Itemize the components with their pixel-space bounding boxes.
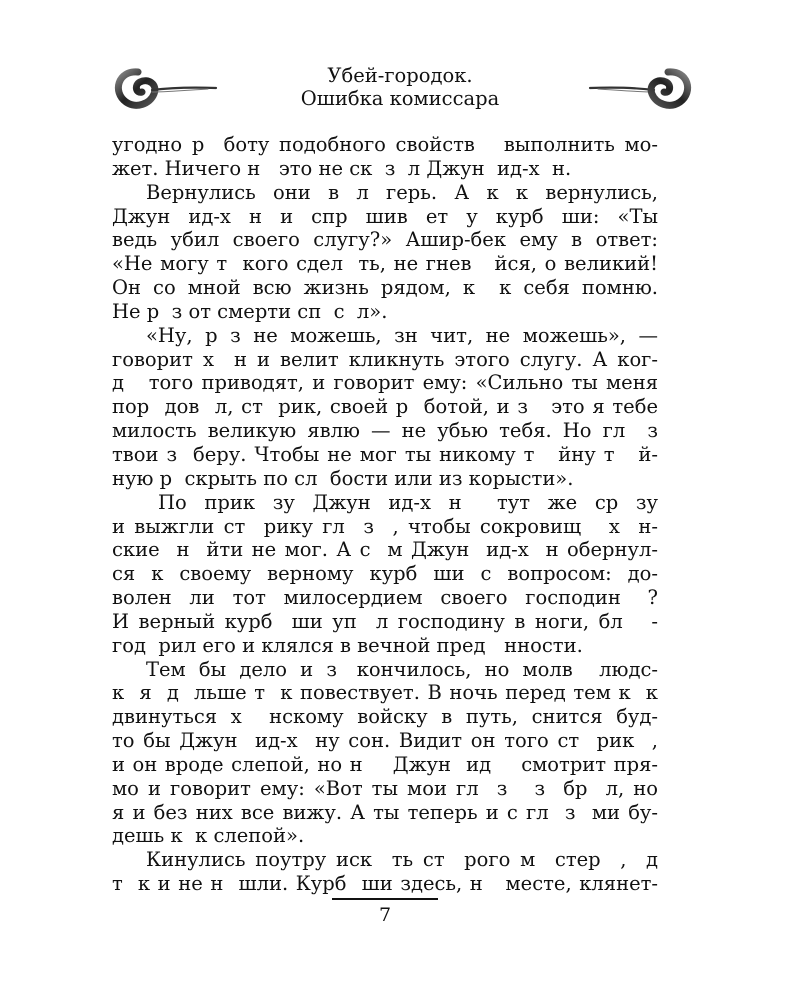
text-line: волен ли тот милосердием своего господин ? (112, 586, 658, 610)
text-line: «Не могу т кого сдел ть, не гнев йся, о великий! (112, 252, 658, 276)
running-title-line-2: Ошибка комиссара (300, 87, 500, 110)
text-line: И верный курб ши уп л господину в ноги, бл - (112, 609, 658, 633)
text-line: и выжгли ст рику гл з , чтобы сокровищ х н- (112, 514, 658, 538)
text-line: год рил его и клялся в вечной пред нности. (112, 633, 583, 657)
curl-ornament-icon (108, 64, 218, 112)
text-line: д того приводят, и говорит ему: «Сильно ты меня (112, 371, 658, 395)
text-line: Тем бы дело и з кончилось, но молв людс- (146, 657, 658, 681)
text-line: Кинулись поутру иск ть ст рого м стер , д (146, 848, 658, 872)
text-line: ведь убил своего слугу?» Ашир-бек ему в ответ: (112, 228, 658, 252)
text-line: ную р скрыть по сл бости или из корысти». (112, 466, 574, 490)
running-title-line-1: Убей-городок. (327, 64, 473, 87)
text-line: т к и не н шли. Курб ши здесь, н месте, клянет- (112, 872, 658, 896)
text-line: угодно р боту подобного свойств выполнить мо- (112, 133, 658, 156)
text-line: я и без них все вижу. А ты теперь и с гл з ми бу- (112, 800, 658, 824)
footer-rule (332, 898, 438, 900)
text-line: к я д льше т к повествует. В ночь перед тем к к (112, 681, 658, 705)
text-line: ся к своему верному курб ши с вопросом: до- (112, 562, 658, 586)
page-number: 7 (378, 904, 392, 926)
text-line: то бы Джун ид-х ну сон. Видит он того ст рик , (112, 729, 658, 753)
text-line: «Ну, р з не можешь, зн чит, не можешь», — (146, 323, 658, 347)
text-line: Джун ид-х н и спр шив ет у курб ши: «Ты (112, 204, 658, 228)
text-line: Вернулись они в л герь. А к к вернулись, (146, 180, 658, 204)
text-line: двинуться х нскому войску в путь, снится буд- (112, 705, 658, 729)
text-line: Не р з от смерти сп с л». (112, 299, 388, 323)
body-text (112, 133, 658, 896)
text-line: говорит х н и велит кликнуть этого слугу. А ког- (112, 347, 658, 371)
text-line: пор дов л, ст рик, своей р ботой, и з это я тебе (112, 395, 658, 419)
running-header (0, 60, 800, 120)
text-line: жет. Ничего н это не ск з л Джун ид-х н. (112, 156, 572, 180)
text-line: милость великую явлю — не убью тебя. Но гл з (112, 419, 658, 443)
curl-ornament-icon (588, 64, 698, 112)
text-line: дешь к к слепой». (112, 824, 305, 848)
text-line: твои з беру. Чтобы не мог ты никому т йну т й- (112, 442, 658, 466)
running-title (250, 64, 550, 110)
text-line: ские н йти не мог. А с м Джун ид-х н обернул- (112, 538, 658, 562)
text-line: По прик зу Джун ид-х н тут же ср зу (158, 490, 658, 514)
text-line: Он со мной всю жизнь рядом, к к себя помню. (112, 276, 658, 300)
text-line: мо и говорит ему: «Вот ты мои гл з з бр л, но (112, 776, 658, 800)
text-line: и он вроде слепой, но н Джун ид смотрит пря- (112, 752, 658, 776)
